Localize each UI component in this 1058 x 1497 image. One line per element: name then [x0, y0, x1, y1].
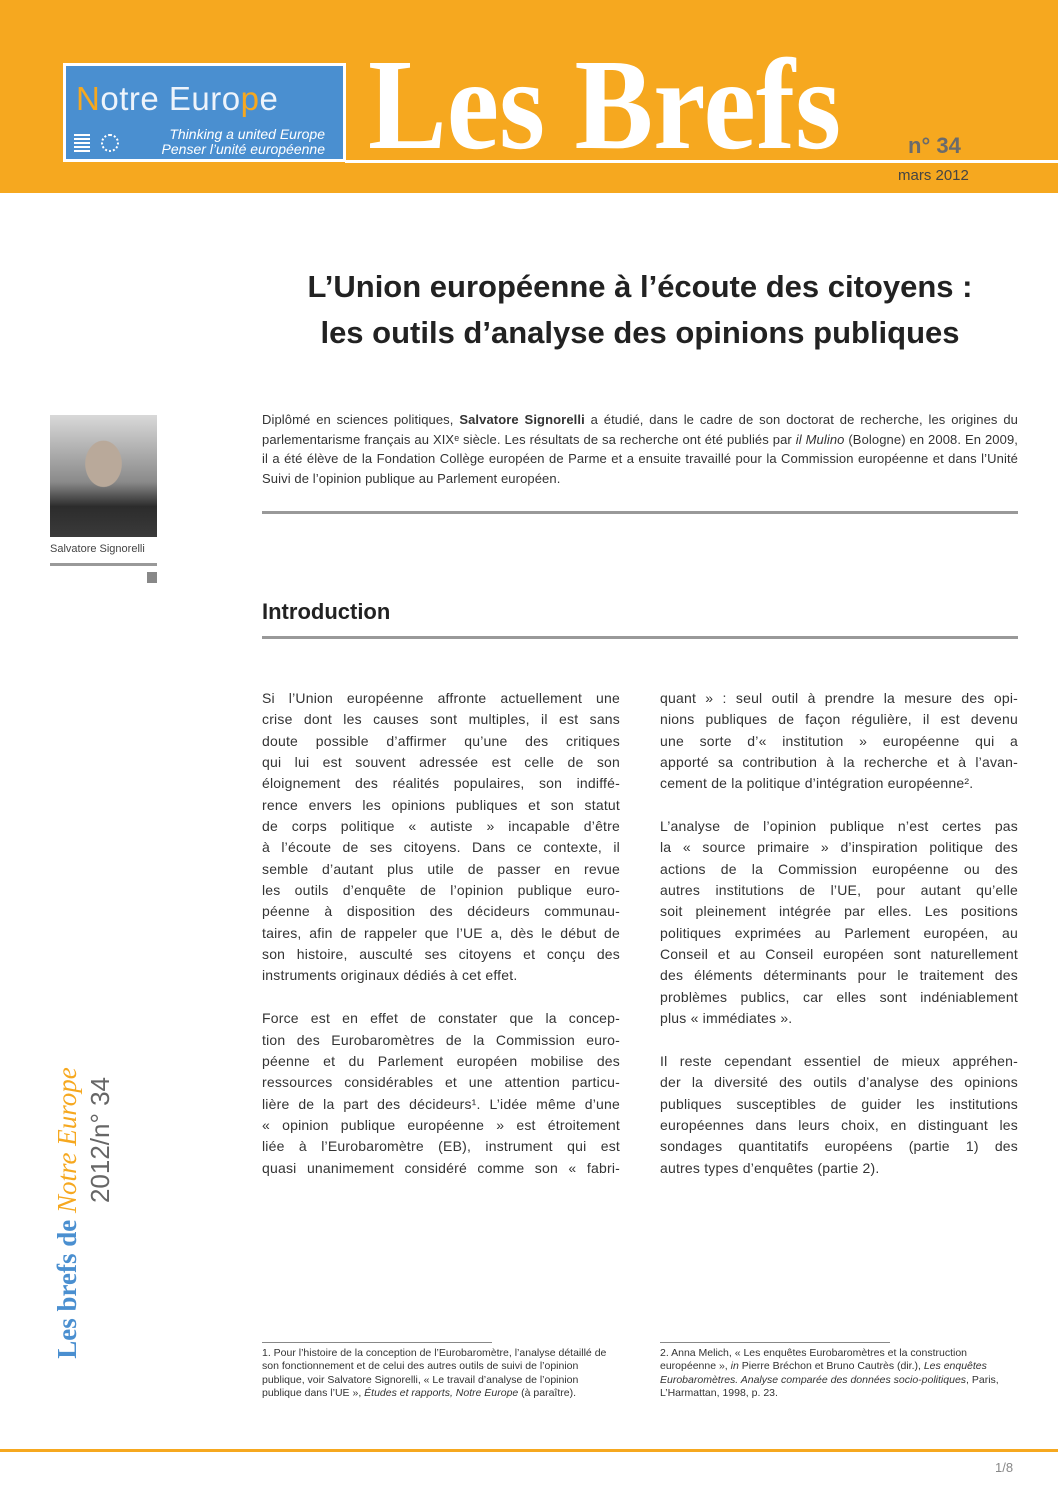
text-line: quasi unanimement considéré comme son « fabri- [262, 1159, 620, 1176]
issue-date: mars 2012 [898, 167, 969, 184]
author-caption: Salvatore Signorelli [50, 543, 145, 555]
bio-author-name: Salvatore Signorelli [459, 412, 585, 427]
paragraph-gap [660, 1030, 1018, 1051]
footnote-text: 2. Anna Melich, « Les enquêtes Eurobaromètres et la construction européenne », [660, 1347, 968, 1373]
text-line: lière de la part des décideurs¹. L’idée même d’une [262, 1095, 620, 1112]
logo-letters: otre Euro [100, 80, 241, 117]
footnote-2 [660, 1347, 1005, 1400]
logo-name [76, 80, 278, 118]
section-heading: Introduction [262, 599, 391, 624]
bio-text: a étudié, dans le cadre de son doctorat de recherche, les origines du parlementarisme français au XIXᵉ siècle. Les résultats de sa recherche ont été publiés par [262, 412, 1019, 447]
notre-europe-logo [63, 63, 346, 162]
paragraph-gap [660, 795, 1018, 816]
sidebar-brand-prefix: Les brefs de [52, 1213, 82, 1359]
logo-letter: e [259, 80, 279, 117]
section-divider [262, 636, 1018, 639]
footnote-italic: in [730, 1360, 739, 1373]
tagline-en: Thinking a united Europe [169, 126, 325, 142]
text-line: autres types d’enquêtes (partie 2). [660, 1159, 880, 1176]
text-line: Il reste cependant essentiel de mieux appréhen- [660, 1052, 1018, 1069]
author-bio [262, 410, 1018, 488]
page-title-line-1: L’Union européenne à l’écoute des citoyens : [307, 269, 973, 304]
text-line: L’analyse de l’opinion publique n’est certes pas [660, 818, 1018, 835]
sidebar-issue: 2012/n° 34 [85, 1076, 115, 1204]
decorative-square [147, 572, 157, 583]
text-line: son histoire, ausculté ses citoyens et conçu des [262, 946, 620, 963]
flag-icon [74, 134, 90, 152]
text-line: qui lui est souvent adressée est celle de son [262, 754, 620, 771]
text-line: la « source primaire » d’inspiration politique des [660, 839, 1018, 856]
text-line: des éléments déterminants pour le traitement des [660, 967, 1018, 984]
text-line: européennes dans leurs choix, en distinguant les [660, 1116, 1018, 1133]
issue-number: n° 34 [908, 133, 961, 158]
text-line: éloignement des réalités populaires, son indiffé- [262, 775, 620, 792]
right-column [660, 688, 1018, 1179]
text-line: der la diversité des outils d’analyse des opinions [660, 1074, 1018, 1091]
bio-text: Diplômé en sciences politiques, [262, 412, 460, 427]
text-line: actions de la Commission européenne ou des [660, 860, 1018, 877]
sidebar-brand-name: Notre Europe [52, 1067, 82, 1213]
footnote-text: 1. Pour l’histoire de la conception de l’Eurobaromètre, l’analyse détaillé de son fonctionnement et de celui des autres outils de suivi de l’opinion publique, voir Salvatore Signorelli, « Le travail d’analyse de l’opinion publique dans l’UE », [262, 1347, 607, 1399]
footnote-italic: Les enquêtes Eurobaromètres. Analyse comparée des données socio-politiques [660, 1360, 987, 1386]
footnote-rule [262, 1342, 492, 1343]
text-line: instruments originaux dédiés à cet effet. [262, 967, 518, 984]
text-line: taires, afin de rappeler que l’UE a, dès le début de [262, 924, 620, 941]
text-line: problèmes publics, car elles sont indéniablement [660, 988, 1018, 1005]
text-line: péenne et du Parlement européen mobilise des [262, 1052, 620, 1069]
text-line: crise dont les causes sont multiples, il est sans [262, 711, 620, 728]
text-line: de corps politique « autiste » incapable d’être [262, 818, 620, 835]
text-line: sondages quantitatifs européens (partie 1) des [660, 1138, 1018, 1155]
footnote-text: , Paris, L’Harmattan, 1998, p. 23. [660, 1373, 999, 1399]
footnote-text: Pierre Bréchon et Bruno Cautrès (dir.), [738, 1360, 924, 1373]
bio-text: (Bologne) en 2008. En 2009, il a été élève de la Fondation Collège européen de Parme et a ensuite travaillé pour la Commission européenne et dans l’Unité Suivi de l’opinion publique au Parlement européen. [262, 431, 1018, 486]
series-title: Les Brefs [368, 32, 842, 177]
author-photo [50, 415, 157, 537]
footnote-1 [262, 1347, 607, 1400]
text-line: liée à l’Eurobaromètre (EB), instrument qui est [262, 1138, 620, 1155]
page-number: 1/8 [995, 1460, 1014, 1475]
text-line: à l’écoute de ses citoyens. Dans ce contexte, il [262, 839, 620, 856]
text-line: Si l’Union européenne affronte actuellement une [262, 690, 620, 706]
eu-stars-icon [101, 134, 119, 152]
text-line: Conseil et au Conseil européen sont naturellement [660, 946, 1018, 963]
text-line: soit pleinement intégrée par elles. Les positions [660, 903, 1018, 920]
text-line: ressources considérables et une attention particu- [262, 1074, 620, 1091]
text-line: Force est en effet de constater que la concep- [262, 1010, 620, 1027]
logo-letter: p [240, 80, 260, 117]
text-line: péenne à disposition des décideurs communau- [262, 903, 620, 920]
text-line: politiques exprimées au Parlement européen, au [660, 924, 1018, 941]
text-line: publiques susceptibles de guider les institutions [660, 1095, 1018, 1112]
text-line: semble d’autant plus utile de passer en revue [262, 860, 620, 877]
text-line: rence envers les opinions publiques et son statut [262, 796, 620, 813]
bio-publisher: il Mulino [795, 431, 845, 447]
tagline-fr: Penser l’unité européenne [161, 141, 325, 157]
footer-divider [0, 1449, 1058, 1452]
paragraph-gap [262, 987, 620, 1008]
text-line: les outils d’enquête de l’opinion publique euro- [262, 882, 620, 899]
text-line: cement de la politique d’intégration européenne². [660, 775, 974, 792]
text-line: autres institutions de l’UE, pour autant qu’elle [660, 882, 1018, 899]
sidebar-brand [52, 1063, 82, 1363]
page-title-line-2: les outils d’analyse des opinions publiques [320, 315, 960, 350]
left-column [262, 688, 620, 1179]
text-line: doute possible d’affirmer qu’une des critiques [262, 732, 620, 749]
text-line: « opinion publique européenne » est étroitement [262, 1116, 620, 1133]
photo-divider [50, 563, 157, 566]
footnote-text: (à paraître). [518, 1386, 577, 1399]
footnote-italic: Études et rapports, Notre Europe [364, 1386, 519, 1399]
text-line: une sorte d’« institution » européenne qui a [660, 732, 1018, 749]
bio-divider [262, 511, 1018, 514]
logo-letter: N [76, 80, 101, 117]
footnote-rule [660, 1342, 890, 1343]
text-line: tion des Eurobaromètres de la Commission euro- [262, 1031, 620, 1048]
text-line: nions publiques de façon régulière, il est devenu [660, 711, 1018, 728]
text-line: plus « immédiates ». [660, 1010, 793, 1027]
text-line: quant » : seul outil à prendre la mesure des opi- [660, 690, 1018, 706]
text-line: apporté sa contribution à la recherche et à l’avan- [660, 754, 1018, 771]
